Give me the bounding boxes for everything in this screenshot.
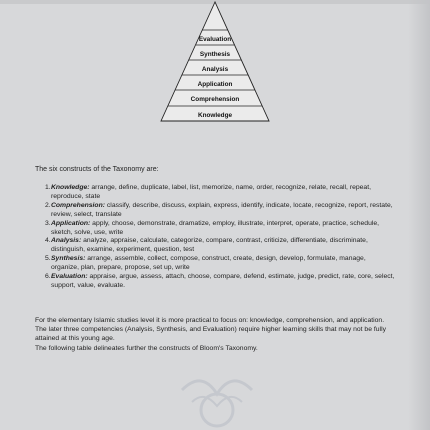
- item-number: 3.: [45, 219, 51, 227]
- construct-term: Evaluation:: [51, 273, 88, 281]
- construct-term: Knowledge:: [51, 184, 90, 191]
- item-number: 1.: [45, 184, 51, 191]
- constructs-list: [35, 184, 395, 291]
- construct-item: [35, 237, 395, 255]
- construct-item: [35, 220, 395, 238]
- construct-term: Analysis:: [51, 237, 82, 245]
- construct-term: Comprehension:: [51, 201, 106, 209]
- pyramid-outline: [161, 2, 269, 121]
- construct-verbs: classify, describe, discuss, explain, express, identify, indicate, locate, recognize, report, restate, review, select, translate: [51, 201, 393, 218]
- pyramid-level-comprehension: Comprehension: [190, 96, 240, 103]
- pyramid-level-synthesis: Synthesis: [199, 51, 231, 58]
- constructs-intro: The six constructs of the Taxonomy are:: [35, 166, 159, 173]
- construct-verbs: arrange, assemble, collect, compose, construct, create, design, develop, formulate, manage, organize, plan, prepare, propose, set up, write: [51, 255, 366, 272]
- watermark-emblem: [172, 360, 262, 430]
- bloom-pyramid-diagram: [0, 0, 430, 130]
- pyramid-level-application: Application: [197, 81, 233, 88]
- pyramid-level-knowledge: Knowledge: [197, 112, 233, 119]
- construct-verbs: apply, choose, demonstrate, dramatize, employ, illustrate, interpret, operate, practice, schedule, sketch, solve, use, write: [51, 219, 380, 236]
- item-number: 2.: [45, 201, 51, 209]
- construct-item: [35, 184, 395, 202]
- item-number: 6.: [45, 273, 51, 281]
- construct-term: Synthesis:: [51, 255, 86, 263]
- construct-verbs: analyze, appraise, calculate, categorize, compare, contrast, criticize, differentiate, discriminate, distinguish, examine, experiment, question, test: [51, 237, 368, 254]
- construct-verbs: appraise, argue, assess, attach, choose, compare, defend, estimate, judge, predict, rate, core, select, support, value, evaluate.: [51, 273, 395, 289]
- construct-term: Application:: [51, 219, 91, 227]
- item-number: 5.: [45, 255, 51, 263]
- construct-verbs: arrange, define, duplicate, label, list, memorize, name, order, recognize, relate, recall, repeat, reproduce, state: [51, 184, 371, 200]
- pyramid-level-analysis: Analysis: [201, 66, 229, 73]
- elementary-focus-paragraph: For the elementary Islamic studies level it is more practical to focus on: knowledge, comprehension, and application. The later three competencies (Analysis, Synthesis, and Evaluation) require higher learning skills that may not be fully attained at this young age.: [35, 317, 386, 342]
- pyramid-level-evaluation: Evaluation: [198, 36, 232, 43]
- table-intro-paragraph: The following table delineates further the constructs of Bloom's Taxonomy.: [35, 345, 258, 352]
- construct-item: [35, 255, 395, 273]
- item-number: 4.: [45, 237, 51, 245]
- construct-item: [35, 273, 395, 291]
- construct-item: [35, 202, 395, 220]
